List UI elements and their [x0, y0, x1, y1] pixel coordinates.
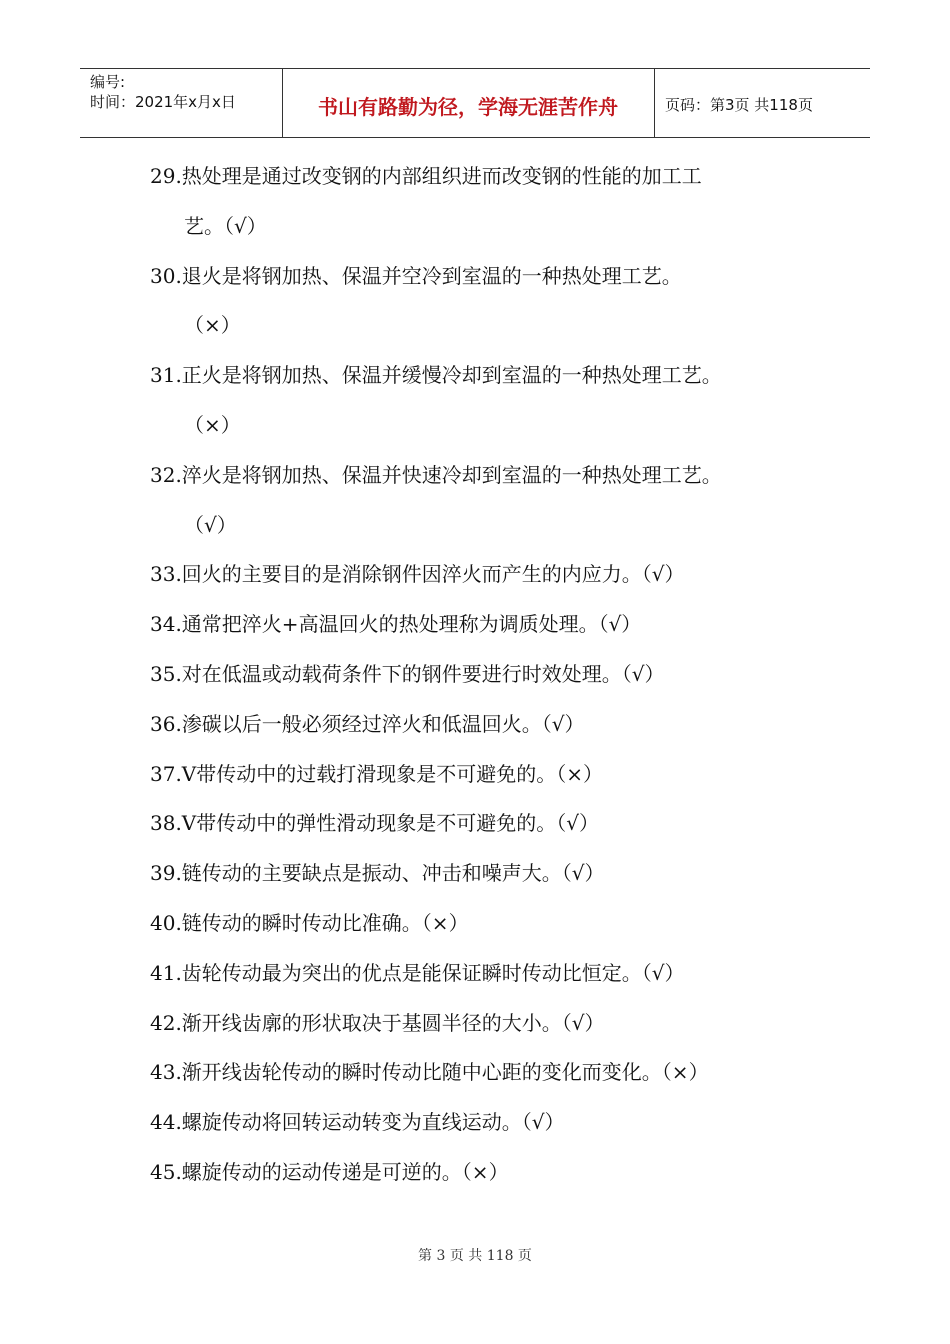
question-answer-continuation: 艺。（√）	[184, 213, 267, 238]
question-item: 35.对在低温或动载荷条件下的钢件要进行时效处理。（√）	[150, 662, 665, 686]
question-item: 31.正火是将钢加热、保温并缓慢冷却到室温的一种热处理工艺。	[150, 363, 722, 388]
question-item: 29.热处理是通过改变钢的内部组织进而改变钢的性能的加工工	[150, 164, 702, 188]
header-middle-cell	[282, 69, 655, 137]
header-page-info: 页码：第3页 共118页	[665, 96, 813, 114]
question-answer-continuation: （×）	[184, 413, 241, 437]
header-motto: 书山有路勤为径，学海无涯苦作舟	[318, 95, 618, 119]
question-item: 30.退火是将钢加热、保温并空冷到室温的一种热处理工艺。	[150, 263, 682, 288]
question-item: 34.通常把淬火+高温回火的热处理称为调质处理。（√）	[150, 612, 642, 637]
date-line: 时间：2021年x月x日	[90, 93, 236, 111]
page-footer: 第 3 页 共 118 页	[418, 1248, 532, 1264]
question-item: 40.链传动的瞬时传动比准确。（×）	[150, 911, 469, 935]
question-item: 32.淬火是将钢加热、保温并快速冷却到室温的一种热处理工艺。	[150, 462, 722, 487]
question-item: 38.V带传动中的弹性滑动现象是不可避免的。（√）	[150, 811, 599, 836]
question-item: 39.链传动的主要缺点是振动、冲击和噪声大。（√）	[150, 861, 605, 886]
question-item: 37.V带传动中的过载打滑现象是不可避免的。（×）	[150, 761, 604, 786]
question-item: 42.渐开线齿廓的形状取决于基圆半径的大小。（√）	[150, 1010, 605, 1035]
header-left-cell	[80, 69, 283, 137]
question-item: 44.螺旋传动将回转运动转变为直线运动。（√）	[150, 1110, 565, 1135]
header-right-cell	[655, 69, 870, 137]
document-header	[80, 68, 870, 138]
question-item: 41.齿轮传动最为突出的优点是能保证瞬时传动比恒定。（√）	[150, 960, 685, 985]
question-item: 43.渐开线齿轮传动的瞬时传动比随中心距的变化而变化。（×）	[150, 1060, 709, 1085]
serial-label: 编号:	[90, 73, 126, 91]
question-item: 45.螺旋传动的运动传递是可逆的。（×）	[150, 1160, 509, 1184]
question-item: 36.渗碳以后一般必须经过淬火和低温回火。（√）	[150, 711, 585, 736]
question-item: 33.回火的主要目的是消除钢件因淬火而产生的内应力。（√）	[150, 562, 685, 587]
question-answer-continuation: （×）	[184, 313, 241, 338]
question-answer-continuation: （√）	[184, 512, 237, 537]
